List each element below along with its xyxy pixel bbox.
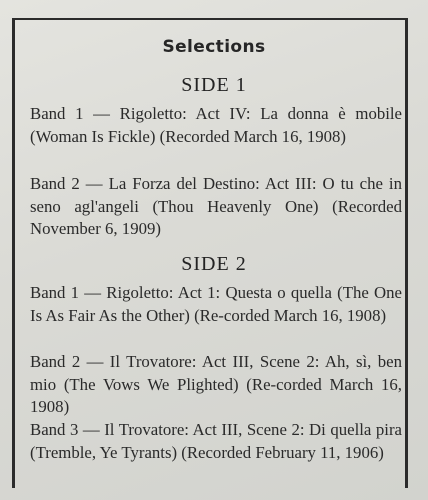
side-1-title: SIDE 1 <box>181 74 247 96</box>
side-2-band-2: Band 2 — Il Trovatore: Act III, Scene 2: Ah, sì, ben mio (The Vows We Plighted) (Re-corded March 16, 1908) <box>30 352 402 416</box>
side-2-title: SIDE 2 <box>181 253 247 275</box>
side-2-band-1: Band 1 — Rigoletto: Act 1: Questa o quella (The One Is As Fair As the Other) (Re-corded March 16, 1908) <box>30 283 402 325</box>
side-2-band-3: Band 3 — Il Trovatore: Act III, Scene 2: Di quella pira (Tremble, Ye Tyrants) (Recorded February 11, 1906) <box>30 420 402 462</box>
selections-heading: Selections <box>162 37 266 57</box>
side-1-band-1: Band 1 — Rigoletto: Act IV: La donna è mobile (Woman Is Fickle) (Recorded March 16, 1908) <box>30 104 402 146</box>
side-1-band-2: Band 2 — La Forza del Destino: Act III: O tu che in seno agl'angeli (Thou Heavenly One) (Recorded November 6, 1909) <box>30 174 402 238</box>
